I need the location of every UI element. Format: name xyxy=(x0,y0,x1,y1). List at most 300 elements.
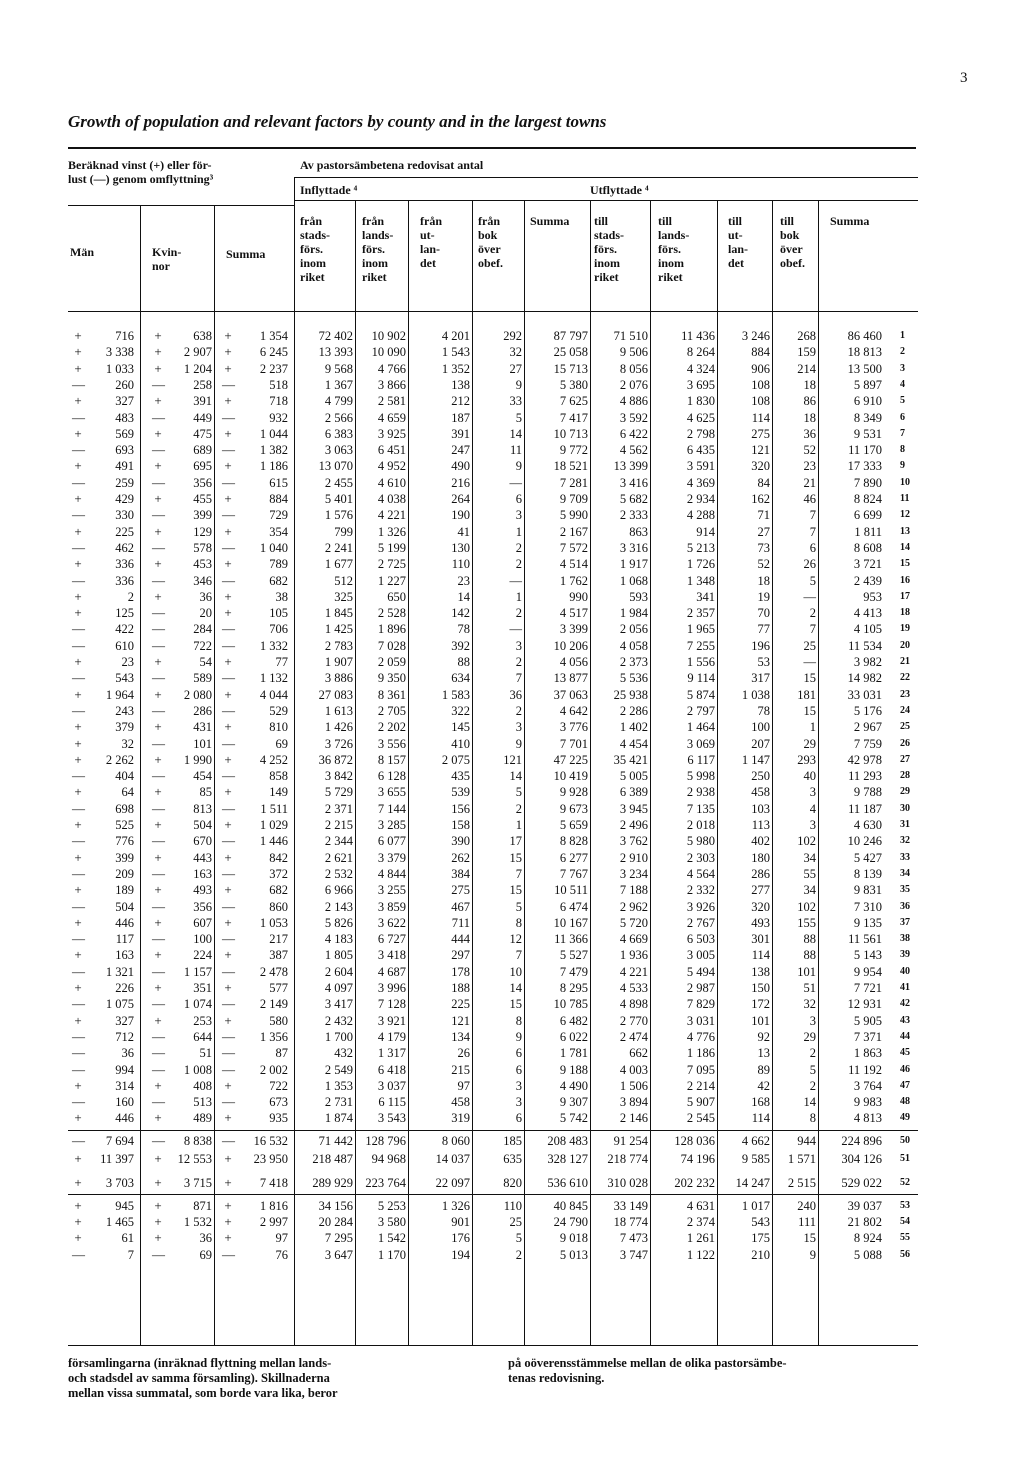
sign-man: — xyxy=(72,1061,85,1077)
cell-value-5: 15 713 xyxy=(553,361,588,376)
cell-kvinnor: 12 553 xyxy=(177,1152,212,1166)
cell-kvinnor: 689 xyxy=(193,443,212,458)
cell-value-6: 35 421 xyxy=(613,752,648,767)
cell-value-5: 5 990 xyxy=(559,508,588,523)
cell-value-10: 7 721 xyxy=(853,981,882,995)
cell-summa: 2 002 xyxy=(259,1062,288,1077)
sign-summa: — xyxy=(222,996,235,1012)
cell-summa: 87 xyxy=(275,1046,288,1061)
cell-man: 327 xyxy=(115,394,134,409)
cell-value-7: 1 348 xyxy=(686,573,715,588)
sign-summa: — xyxy=(222,1132,235,1148)
sign-kvinnor: — xyxy=(152,735,165,751)
cell-value-10: 18 813 xyxy=(847,345,882,360)
cell-value-6: 71 510 xyxy=(613,329,648,343)
cell-value-8: 100 xyxy=(751,720,770,735)
cell-value-1: 3 647 xyxy=(324,1247,353,1262)
cell-value-5: 5 659 xyxy=(559,818,588,832)
cell-summa: 2 997 xyxy=(259,1214,288,1229)
cell-value-8: 52 xyxy=(757,557,770,572)
sign-man: + xyxy=(74,360,82,376)
cell-value-3: 22 097 xyxy=(435,1176,470,1191)
row-number: 32 xyxy=(900,835,910,847)
cell-summa: 23 950 xyxy=(253,1152,288,1166)
cell-value-2: 2 705 xyxy=(377,703,406,718)
cell-value-7: 4 564 xyxy=(686,866,715,881)
cell-value-8: 19 xyxy=(757,589,770,604)
cell-value-2: 3 866 xyxy=(377,377,406,392)
cell-value-6: 5 682 xyxy=(619,492,648,506)
cell-value-3: 14 037 xyxy=(435,1152,470,1166)
sign-man: + xyxy=(74,425,82,441)
cell-value-7: 202 232 xyxy=(674,1176,715,1191)
cell-value-7: 1 965 xyxy=(686,622,715,637)
cell-value-8: 884 xyxy=(751,345,770,360)
cell-value-8: 277 xyxy=(751,883,770,898)
cell-man: 1 033 xyxy=(105,361,134,376)
sign-man: + xyxy=(74,686,82,702)
cell-value-6: 3 762 xyxy=(619,834,648,849)
header-subcol-6: till stads- förs. inom riket xyxy=(594,214,625,284)
sign-kvinnor: — xyxy=(152,963,165,979)
cell-value-8: 286 xyxy=(751,866,770,881)
cell-value-8: 101 xyxy=(751,1013,770,1028)
cell-value-3: 194 xyxy=(451,1247,470,1262)
cell-value-3: 1 543 xyxy=(441,345,470,360)
cell-man: 716 xyxy=(115,329,134,343)
cell-summa: 7 418 xyxy=(259,1176,288,1191)
cell-value-9: 46 xyxy=(803,492,816,506)
sign-man: + xyxy=(74,588,82,604)
cell-value-10: 7 890 xyxy=(853,475,882,490)
cell-value-2: 3 418 xyxy=(377,948,406,963)
cell-kvinnor: 356 xyxy=(193,899,212,914)
cell-value-1: 13 070 xyxy=(318,459,353,474)
sign-kvinnor: + xyxy=(154,556,162,572)
cell-value-2: 1 326 xyxy=(377,524,406,539)
row-number: 13 xyxy=(900,525,910,537)
cell-value-4: 121 xyxy=(503,752,522,767)
sign-kvinnor: — xyxy=(152,865,165,881)
page-number: 3 xyxy=(960,70,968,86)
row-number: 1 xyxy=(900,330,905,341)
sign-kvinnor: + xyxy=(154,360,162,376)
cell-value-7: 4 625 xyxy=(686,410,715,425)
cell-value-1: 3 063 xyxy=(324,443,353,458)
cell-kvinnor: 101 xyxy=(193,736,212,751)
cell-value-10: 2 967 xyxy=(853,720,882,735)
cell-value-8: 1 147 xyxy=(741,752,770,767)
cell-value-9: 86 xyxy=(803,394,816,409)
cell-value-2: 7 144 xyxy=(377,801,406,816)
cell-value-2: 6 451 xyxy=(377,443,406,458)
cell-summa: 932 xyxy=(269,410,288,425)
cell-value-6: 2 770 xyxy=(619,1013,648,1028)
row-number: 30 xyxy=(900,802,910,814)
cell-value-2: 1 542 xyxy=(377,1231,406,1246)
cell-value-1: 71 442 xyxy=(318,1133,353,1148)
header-subcol-1: från stads- förs. inom riket xyxy=(300,214,331,284)
sign-kvinnor: — xyxy=(152,931,165,947)
cell-value-9: 4 xyxy=(809,801,816,816)
cell-value-9: 34 xyxy=(803,883,816,898)
cell-value-5: 9 018 xyxy=(559,1231,588,1246)
cell-value-5: 9 928 xyxy=(559,785,588,800)
cell-value-3: 2 075 xyxy=(441,752,470,767)
cell-kvinnor: 1 532 xyxy=(183,1214,212,1229)
cell-value-5: 25 058 xyxy=(553,345,588,360)
cell-value-7: 2 374 xyxy=(686,1214,715,1229)
cell-value-1: 1 700 xyxy=(324,1029,353,1044)
cell-summa: 1 816 xyxy=(259,1198,288,1213)
sign-summa: + xyxy=(224,556,232,572)
cell-value-1: 2 143 xyxy=(324,899,353,914)
cell-man: 11 397 xyxy=(100,1152,134,1166)
sign-man: — xyxy=(72,865,85,881)
cell-man: 336 xyxy=(115,557,134,572)
cell-value-2: 1 227 xyxy=(377,573,406,588)
cell-value-5: 13 877 xyxy=(553,671,588,686)
cell-man: 243 xyxy=(115,703,134,718)
sign-kvinnor: — xyxy=(152,1132,165,1148)
cell-value-3: 88 xyxy=(457,655,470,669)
cell-value-10: 17 333 xyxy=(847,459,882,474)
cell-value-4: 32 xyxy=(509,345,522,360)
cell-kvinnor: 51 xyxy=(199,1046,212,1061)
cell-summa: 615 xyxy=(269,475,288,490)
cell-man: 525 xyxy=(115,818,134,832)
cell-value-8: 168 xyxy=(751,1095,770,1110)
cell-value-1: 2 344 xyxy=(324,834,353,849)
cell-value-4: 820 xyxy=(503,1176,522,1191)
cell-summa: 810 xyxy=(269,720,288,735)
cell-value-9: 18 xyxy=(803,410,816,425)
cell-value-3: 435 xyxy=(451,769,470,784)
row-number: 52 xyxy=(900,1177,910,1189)
cell-value-7: 6 503 xyxy=(686,932,715,947)
cell-summa: 884 xyxy=(269,492,288,506)
cell-value-7: 1 556 xyxy=(686,655,715,669)
sign-summa: + xyxy=(224,784,232,800)
sign-man: + xyxy=(74,1077,82,1093)
cell-value-1: 512 xyxy=(334,573,353,588)
cell-value-4: 15 xyxy=(509,997,522,1012)
cell-value-3: 8 060 xyxy=(441,1133,470,1148)
cell-summa: 354 xyxy=(269,524,288,539)
sign-kvinnor: — xyxy=(152,670,165,686)
cell-value-9: 25 xyxy=(803,638,816,653)
cell-value-3: 901 xyxy=(451,1214,470,1229)
sign-kvinnor: + xyxy=(154,882,162,898)
cell-value-3: 711 xyxy=(451,915,470,930)
sign-summa: + xyxy=(224,817,232,832)
cell-man: 1 075 xyxy=(105,997,134,1012)
cell-value-1: 799 xyxy=(334,524,353,539)
cell-value-9: 29 xyxy=(803,736,816,751)
cell-summa: 1 053 xyxy=(259,915,288,930)
row-number: 8 xyxy=(900,444,905,456)
cell-value-5: 1 781 xyxy=(559,1046,588,1061)
header-group-left: Beräknad vinst (+) eller för- lust (—) genom omflyttning³ xyxy=(68,158,214,186)
cell-man: 712 xyxy=(115,1029,134,1044)
cell-value-5: 328 127 xyxy=(547,1152,588,1166)
cell-value-1: 2 455 xyxy=(324,475,353,490)
cell-value-8: 103 xyxy=(751,801,770,816)
cell-value-7: 1 464 xyxy=(686,720,715,735)
cell-value-2: 3 556 xyxy=(377,736,406,751)
cell-value-6: 593 xyxy=(629,589,648,604)
row-number: 55 xyxy=(900,1232,910,1244)
cell-man: 314 xyxy=(115,1078,134,1093)
cell-value-5: 6 022 xyxy=(559,1029,588,1044)
cell-man: 945 xyxy=(115,1198,134,1213)
sign-kvinnor: + xyxy=(154,344,162,360)
cell-value-7: 1 186 xyxy=(686,1046,715,1061)
cell-value-5: 9 772 xyxy=(559,443,588,458)
cell-kvinnor: 36 xyxy=(199,589,212,604)
header-subcol-2: från lands- förs. inom riket xyxy=(362,214,394,284)
cell-man: 422 xyxy=(115,622,134,637)
cell-kvinnor: 607 xyxy=(193,915,212,930)
cell-summa: 682 xyxy=(269,883,288,898)
cell-value-9: 8 xyxy=(809,1111,816,1126)
cell-summa: 97 xyxy=(275,1231,288,1246)
sign-kvinnor: + xyxy=(154,425,162,441)
cell-kvinnor: 3 715 xyxy=(183,1176,212,1191)
cell-man: 23 xyxy=(121,655,134,669)
cell-value-1: 2 604 xyxy=(324,964,353,979)
sign-man: + xyxy=(74,344,82,360)
cell-man: 399 xyxy=(115,850,134,865)
sign-man: — xyxy=(72,474,85,490)
sign-man: + xyxy=(74,914,82,930)
cell-man: 1 964 xyxy=(105,687,134,702)
cell-value-3: 264 xyxy=(451,492,470,506)
cell-value-9: 29 xyxy=(803,1029,816,1044)
cell-value-2: 3 655 xyxy=(377,785,406,800)
sign-summa: + xyxy=(224,523,232,539)
sign-summa: + xyxy=(224,1197,232,1213)
cell-value-10: 7 759 xyxy=(853,736,882,751)
cell-kvinnor: 224 xyxy=(193,948,212,963)
cell-value-3: 215 xyxy=(451,1062,470,1077)
cell-value-2: 650 xyxy=(387,589,406,604)
cell-value-10: 4 105 xyxy=(853,622,882,637)
cell-value-8: 175 xyxy=(751,1231,770,1246)
cell-value-2: 4 610 xyxy=(377,475,406,490)
cell-summa: 4 044 xyxy=(259,687,288,702)
cell-man: 64 xyxy=(121,785,134,800)
cell-value-7: 6 117 xyxy=(687,752,715,767)
cell-value-1: 72 402 xyxy=(318,329,353,343)
cell-value-4: 25 xyxy=(509,1214,522,1229)
cell-value-1: 1 907 xyxy=(324,655,353,669)
cell-man: 446 xyxy=(115,915,134,930)
cell-value-9: 88 xyxy=(803,948,816,963)
sign-man: — xyxy=(72,1028,85,1044)
cell-value-3: 190 xyxy=(451,508,470,523)
cell-value-3: 444 xyxy=(451,932,470,947)
header-group-right: Av pastorsämbetena redovisat antal xyxy=(300,158,484,172)
cell-value-6: 2 286 xyxy=(619,703,648,718)
header-hline-bottom xyxy=(68,311,918,312)
cell-value-9: 101 xyxy=(797,964,816,979)
cell-value-7: 4 631 xyxy=(686,1198,715,1213)
cell-value-2: 2 528 xyxy=(377,606,406,621)
cell-summa: 706 xyxy=(269,622,288,637)
cell-value-10: 11 293 xyxy=(848,769,882,784)
cell-summa: 1 186 xyxy=(259,459,288,474)
cell-value-1: 3 726 xyxy=(324,736,353,751)
row-number: 10 xyxy=(900,476,910,488)
sign-summa: — xyxy=(222,898,235,914)
cell-value-8: 3 246 xyxy=(741,329,770,343)
cell-man: 7 xyxy=(127,1247,134,1262)
cell-value-3: 1 583 xyxy=(441,687,470,702)
cell-value-5: 208 483 xyxy=(547,1133,588,1148)
cell-kvinnor: 454 xyxy=(193,769,212,784)
cell-value-1: 3 417 xyxy=(324,997,353,1012)
cell-summa: 1 132 xyxy=(259,671,288,686)
cell-value-3: 391 xyxy=(451,426,470,441)
row-number: 53 xyxy=(900,1199,910,1211)
sign-kvinnor: + xyxy=(154,947,162,963)
sign-kvinnor: + xyxy=(154,654,162,669)
cell-value-1: 3 886 xyxy=(324,671,353,686)
cell-value-4: 7 xyxy=(515,671,522,686)
cell-kvinnor: 36 xyxy=(199,1231,212,1246)
cell-value-3: 634 xyxy=(451,671,470,686)
cell-value-8: 317 xyxy=(751,671,770,686)
cell-kvinnor: 695 xyxy=(193,459,212,474)
cell-value-8: 180 xyxy=(751,850,770,865)
sign-kvinnor: + xyxy=(154,849,162,865)
cell-value-2: 3 622 xyxy=(377,915,406,930)
cell-value-5: 4 056 xyxy=(559,655,588,669)
cell-value-1: 13 393 xyxy=(318,345,353,360)
cell-value-6: 2 076 xyxy=(619,377,648,392)
cell-value-10: 11 192 xyxy=(848,1062,882,1077)
cell-value-2: 3 543 xyxy=(377,1111,406,1126)
cell-summa: 529 xyxy=(269,703,288,718)
cell-value-6: 7 473 xyxy=(619,1231,648,1246)
cell-value-8: 113 xyxy=(751,818,770,832)
cell-value-7: 5 907 xyxy=(686,1095,715,1110)
cell-value-10: 1 811 xyxy=(854,524,882,539)
cell-value-3: 188 xyxy=(451,981,470,995)
cell-man: 491 xyxy=(115,459,134,474)
sign-summa: — xyxy=(222,702,235,718)
cell-value-10: 5 897 xyxy=(853,377,882,392)
sign-summa: — xyxy=(222,1045,235,1061)
row-number: 37 xyxy=(900,916,910,928)
cell-kvinnor: 163 xyxy=(193,866,212,881)
sign-man: + xyxy=(74,491,82,506)
sign-summa: — xyxy=(222,474,235,490)
row-number: 20 xyxy=(900,639,910,651)
cell-value-9: 944 xyxy=(797,1133,816,1148)
cell-value-5: 10 713 xyxy=(553,426,588,441)
cell-value-6: 2 474 xyxy=(619,1029,648,1044)
cell-value-7: 3 695 xyxy=(686,377,715,392)
cell-value-7: 128 036 xyxy=(674,1133,715,1148)
cell-value-10: 5 176 xyxy=(853,703,882,718)
sign-kvinnor: — xyxy=(152,605,165,621)
cell-value-7: 2 938 xyxy=(686,785,715,800)
cell-value-5: 7 281 xyxy=(559,475,588,490)
cell-value-4: — xyxy=(509,622,522,637)
cell-value-3: 458 xyxy=(451,1095,470,1110)
cell-value-7: 2 987 xyxy=(686,981,715,995)
cell-value-9: 51 xyxy=(803,981,816,995)
cell-summa: 16 532 xyxy=(253,1133,288,1148)
cell-value-9: 40 xyxy=(803,769,816,784)
cell-value-8: 138 xyxy=(751,964,770,979)
cell-value-10: 953 xyxy=(863,589,882,604)
cell-value-1: 1 845 xyxy=(324,606,353,621)
sign-summa: + xyxy=(224,425,232,441)
cell-kvinnor: 2 907 xyxy=(183,345,212,360)
cell-value-5: 6 277 xyxy=(559,850,588,865)
header-hline-cols xyxy=(68,205,294,206)
cell-value-4: 3 xyxy=(515,1078,522,1093)
cell-value-7: 1 726 xyxy=(686,557,715,572)
sign-man: + xyxy=(74,1230,82,1246)
cell-value-4: 3 xyxy=(515,1095,522,1110)
cell-value-4: 292 xyxy=(503,329,522,343)
sign-summa: + xyxy=(224,1151,232,1166)
cell-value-8: 250 xyxy=(751,769,770,784)
cell-value-6: 5 536 xyxy=(619,671,648,686)
cell-value-10: 4 630 xyxy=(853,818,882,832)
cell-value-6: 2 373 xyxy=(619,655,648,669)
cell-value-8: 42 xyxy=(757,1078,770,1093)
header-subcol-9: till bok över obef. xyxy=(780,214,805,270)
cell-value-1: 1 426 xyxy=(324,720,353,735)
cell-value-3: 142 xyxy=(451,606,470,621)
cell-value-6: 2 496 xyxy=(619,818,648,832)
cell-value-10: 11 187 xyxy=(848,801,882,816)
cell-value-5: 7 479 xyxy=(559,964,588,979)
cell-value-8: 207 xyxy=(751,736,770,751)
cell-kvinnor: 1 157 xyxy=(183,964,212,979)
cell-value-6: 4 886 xyxy=(619,394,648,409)
sign-kvinnor: — xyxy=(152,833,165,849)
cell-value-4: 6 xyxy=(515,492,522,506)
cell-summa: 858 xyxy=(269,769,288,784)
sign-man: — xyxy=(72,1045,85,1061)
cell-value-10: 11 534 xyxy=(848,638,882,653)
cell-value-3: 121 xyxy=(451,1013,470,1028)
cell-value-4: 635 xyxy=(503,1152,522,1166)
cell-value-4: 2 xyxy=(515,655,522,669)
cell-value-9: 2 xyxy=(809,606,816,621)
cell-value-6: 4 003 xyxy=(619,1062,648,1077)
row-number: 28 xyxy=(900,770,910,782)
cell-summa: 217 xyxy=(269,932,288,947)
cell-value-7: 3 031 xyxy=(686,1013,715,1028)
cell-value-7: 2 798 xyxy=(686,426,715,441)
cell-value-6: 863 xyxy=(629,524,648,539)
row-number: 23 xyxy=(900,688,910,700)
cell-value-2: 2 581 xyxy=(377,394,406,409)
cell-value-10: 5 143 xyxy=(853,948,882,963)
cell-value-8: 114 xyxy=(751,410,770,425)
cell-value-9: 23 xyxy=(803,459,816,474)
cell-value-6: 18 774 xyxy=(613,1214,648,1229)
sign-kvinnor: + xyxy=(154,1110,162,1126)
cell-value-3: 97 xyxy=(457,1078,470,1093)
